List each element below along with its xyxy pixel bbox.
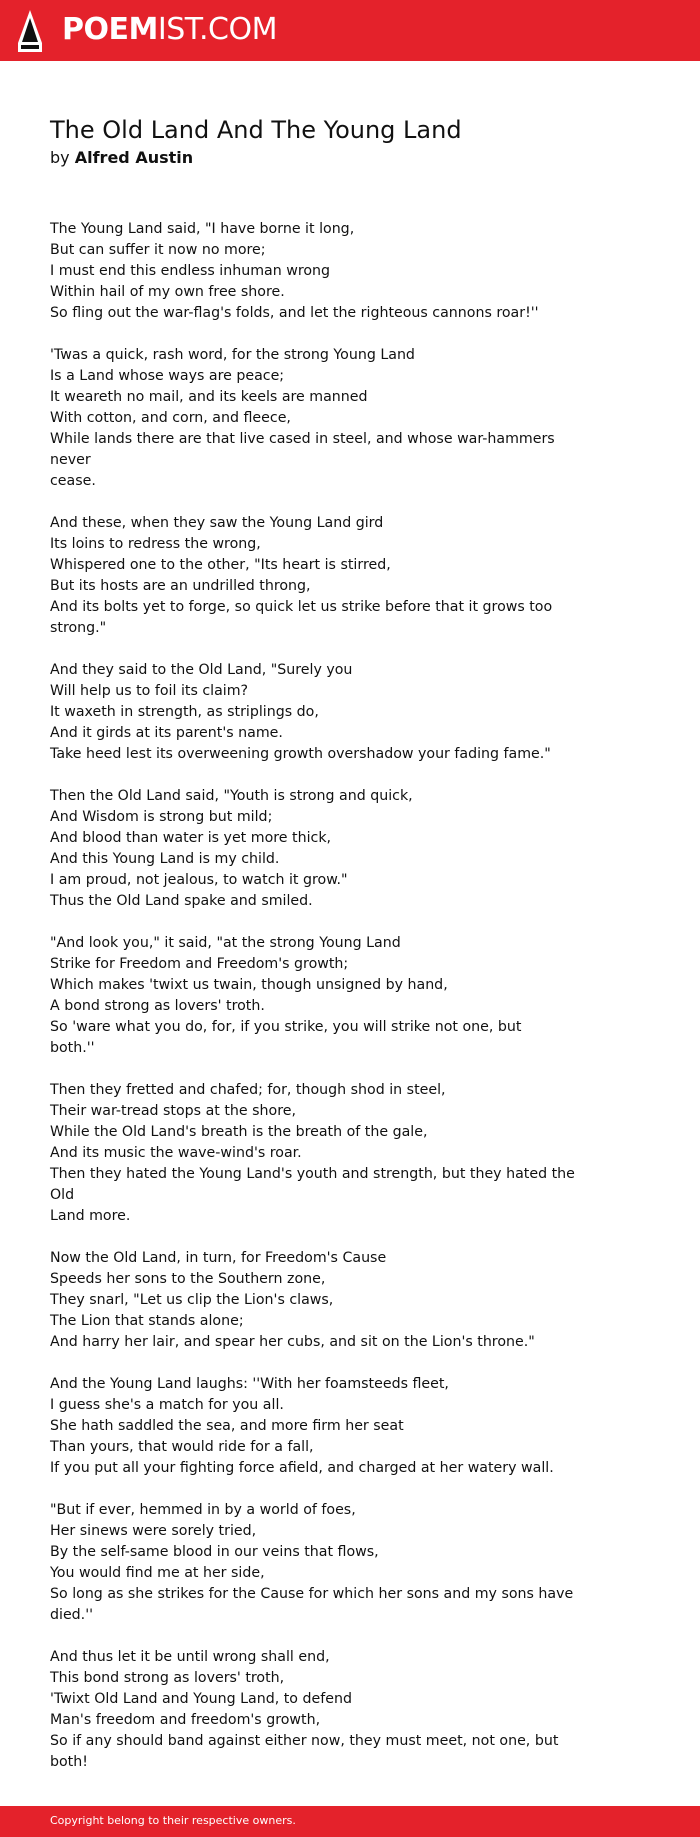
stanza [50, 1248, 590, 1353]
poem-line: She hath saddled the sea, and more firm her seat [50, 1418, 404, 1434]
poem-line: You would find me at her side, [50, 1565, 265, 1581]
poem-line: Which makes 'twixt us twain, though unsigned by hand, [50, 977, 448, 993]
poem-line: But can suffer it now no more; [50, 242, 266, 258]
poem-line: I must end this endless inhuman wrong [50, 263, 331, 279]
site-header [0, 0, 700, 61]
stanza [50, 1374, 590, 1479]
poem-line: Than yours, that would ride for a fall, [50, 1439, 314, 1455]
poem-line: The Young Land said, "I have borne it long, [50, 221, 355, 237]
poem-line: With cotton, and corn, and fleece, [50, 410, 291, 426]
poem-line: Will help us to foil its claim? [50, 683, 249, 699]
poem-line: So long as she strikes for the Cause for which her sons and my sons have [50, 1586, 574, 1602]
poem-line: If you put all your fighting force afield, and charged at her watery wall. [50, 1460, 554, 1476]
poem-line: And Wisdom is strong but mild; [50, 809, 273, 825]
poem-line: Strike for Freedom and Freedom's growth; [50, 956, 349, 972]
poem-line: And it girds at its parent's name. [50, 725, 283, 741]
stanza [50, 1647, 590, 1773]
poem-line: 'Twas a quick, rash word, for the strong Young Land [50, 347, 415, 363]
stanza [50, 513, 590, 639]
stanza [50, 660, 590, 765]
stanza [50, 1080, 590, 1227]
poem-line: It weareth no mail, and its keels are manned [50, 389, 368, 405]
byline [50, 147, 193, 169]
poem-line: Man's freedom and freedom's growth, [50, 1712, 321, 1728]
poem-line: A bond strong as lovers' troth. [50, 998, 265, 1014]
stanza [50, 345, 590, 492]
stanza [50, 786, 590, 912]
poem-line: And harry her lair, and spear her cubs, and sit on the Lion's throne." [50, 1334, 535, 1350]
author-name[interactable]: Alfred Austin [74, 148, 194, 167]
poem-line: While the Old Land's breath is the breath of the gale, [50, 1124, 428, 1140]
poem-line: Her sinews were sorely tried, [50, 1523, 257, 1539]
poem-line: I guess she's a match for you all. [50, 1397, 284, 1413]
poem-line: Take heed lest its overweening growth overshadow your fading fame." [50, 746, 551, 762]
stanza [50, 1500, 590, 1626]
poem-line: Within hail of my own free shore. [50, 284, 285, 300]
poem-line: And its music the wave-wind's roar. [50, 1145, 302, 1161]
poem-line: Then the Old Land said, "Youth is strong and quick, [50, 788, 413, 804]
stanza [50, 933, 590, 1059]
poem-line: While lands there are that live cased in steel, and whose war-hammers never [50, 431, 555, 468]
pencil-icon[interactable] [17, 9, 43, 53]
poem-line: And these, when they saw the Young Land gird [50, 515, 384, 531]
poem-line: Then they fretted and chafed; for, though shod in steel, [50, 1082, 446, 1098]
poem-line: strong." [50, 620, 107, 636]
logo-light-text: IST.COM [157, 12, 277, 47]
poem-line: It waxeth in strength, as striplings do, [50, 704, 319, 720]
poem-body [50, 219, 590, 1794]
poem-line: Speeds her sons to the Southern zone, [50, 1271, 326, 1287]
poem-line: So fling out the war-flag's folds, and let the righteous cannons roar!'' [50, 305, 539, 321]
poem-line: both! [50, 1754, 88, 1770]
copyright-text: Copyright belong to their respective owners. [50, 1814, 296, 1827]
by-label: by [50, 148, 70, 167]
poem-line: So 'ware what you do, for, if you strike, you will strike not one, but [50, 1019, 522, 1035]
poem-line: And this Young Land is my child. [50, 851, 280, 867]
poem-line: Their war-tread stops at the shore, [50, 1103, 296, 1119]
site-footer [0, 1806, 700, 1837]
poem-line: Its loins to redress the wrong, [50, 536, 261, 552]
poem-line: died.'' [50, 1607, 93, 1623]
poem-line: Thus the Old Land spake and smiled. [50, 893, 313, 909]
poem-line: I am proud, not jealous, to watch it grow." [50, 872, 348, 888]
poem-line: both.'' [50, 1040, 95, 1056]
poem-line: Now the Old Land, in turn, for Freedom's Cause [50, 1250, 387, 1266]
poem-line: Whispered one to the other, "Its heart is stirred, [50, 557, 391, 573]
poem-line: Land more. [50, 1208, 131, 1224]
poem-line: And blood than water is yet more thick, [50, 830, 332, 846]
poem-line: But its hosts are an undrilled throng, [50, 578, 311, 594]
site-logo[interactable] [62, 10, 277, 50]
poem-line: By the self-same blood in our veins that flows, [50, 1544, 379, 1560]
stanza [50, 219, 590, 324]
poem-line: "And look you," it said, "at the strong Young Land [50, 935, 401, 951]
poem-line: And its bolts yet to forge, so quick let us strike before that it grows too [50, 599, 553, 615]
poem-line: Then they hated the Young Land's youth and strength, but they hated the Old [50, 1166, 575, 1203]
poem-line: The Lion that stands alone; [50, 1313, 244, 1329]
poem-line: And the Young Land laughs: ''With her foamsteeds fleet, [50, 1376, 449, 1392]
poem-line: They snarl, "Let us clip the Lion's claws, [50, 1292, 334, 1308]
logo-bold-text: POEM [62, 12, 158, 47]
poem-line: 'Twixt Old Land and Young Land, to defend [50, 1691, 352, 1707]
poem-title: The Old Land And The Young Land [50, 116, 462, 144]
poem-line: And they said to the Old Land, "Surely you [50, 662, 353, 678]
poem-line: And thus let it be until wrong shall end, [50, 1649, 330, 1665]
poem-line: Is a Land whose ways are peace; [50, 368, 285, 384]
poem-line: "But if ever, hemmed in by a world of foes, [50, 1502, 356, 1518]
poem-line: cease. [50, 473, 96, 489]
poem-line: This bond strong as lovers' troth, [50, 1670, 285, 1686]
poem-line: So if any should band against either now, they must meet, not one, but [50, 1733, 559, 1749]
